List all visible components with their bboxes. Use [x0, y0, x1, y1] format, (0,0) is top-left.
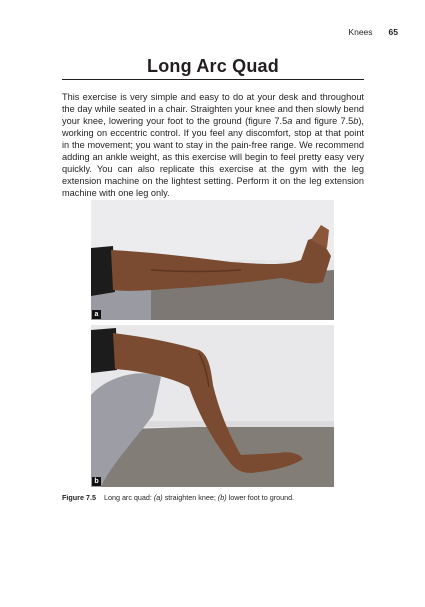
figure-caption [62, 493, 364, 502]
caption-part-b: (b) [217, 493, 227, 502]
body-text-1: This exercise is very simple and easy to do at your desk and throughout the day while seated in a chair. Straighten your knee and then slowly bend your knee, lowering your foot to the ground (figure 7.5 [62, 92, 364, 126]
running-head [348, 27, 398, 37]
body-ref-b: b [353, 116, 359, 126]
body-ref-a: a [287, 116, 293, 126]
caption-part-a: (a) [153, 493, 163, 502]
panel-label-b: b [92, 477, 101, 486]
body-text-2: and figure 7.5 [292, 116, 354, 126]
caption-text-1: Long arc quad: [103, 493, 154, 502]
page-number: 65 [388, 27, 398, 37]
figure-number: Figure 7.5 [62, 493, 96, 502]
title-rule [62, 79, 364, 80]
photo-straighten-knee [91, 200, 334, 320]
page-title: Long Arc Quad [147, 56, 279, 76]
caption-text-3: lower foot to ground. [226, 493, 295, 502]
body-paragraph [62, 91, 364, 199]
photo-lower-foot [91, 325, 334, 487]
caption-text-2: straighten knee; [162, 493, 218, 502]
panel-label-a: a [92, 310, 101, 319]
section-name: Knees [348, 27, 373, 37]
body-text-3: ), working on eccentric control. If you feel any discomfort, stop at that point in the movement; you want to stay in the pain-free range. We recommend adding an ankle weight, as this exercise will begin to feel pretty easy very quickly. You can also replicate this exercise at the gym with the leg extension machine on the lightest setting. Perform it on the leg extension machine with one leg only. [62, 116, 364, 198]
